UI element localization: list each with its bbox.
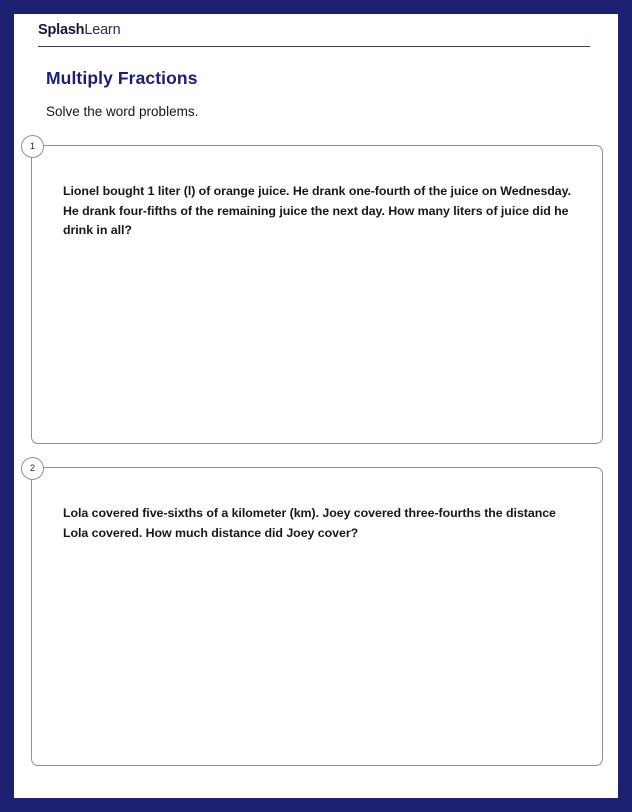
worksheet-instruction: Solve the word problems. xyxy=(46,104,199,119)
answer-work-area-2[interactable] xyxy=(32,565,602,765)
answer-work-area-1[interactable] xyxy=(32,243,602,443)
problem-item-1 xyxy=(29,141,603,444)
problem-text-2: Lola covered five-sixths of a kilometer (km). Joey covered three-fourths the distance Lola covered. How much distance did Joey cover? xyxy=(63,506,556,540)
splashlearn-logo xyxy=(38,22,120,38)
logo-text-splash: Splash xyxy=(38,22,85,38)
problem-number-badge-2: 2 xyxy=(21,457,44,480)
problem-list xyxy=(29,141,603,789)
header-divider xyxy=(38,46,590,47)
logo-text-learn: Learn xyxy=(84,22,121,38)
problem-item-2 xyxy=(29,463,603,766)
problem-number-badge-1: 1 xyxy=(21,135,44,158)
page-title: Multiply Fractions xyxy=(46,68,198,88)
worksheet-sheet xyxy=(14,14,618,798)
problem-text-1: Lionel bought 1 liter (l) of orange juice. He drank one-fourth of the juice on Wednesday. He drank four-fifths of the remaining juice the next day. How many liters of juice did he drink in all? xyxy=(63,184,571,237)
